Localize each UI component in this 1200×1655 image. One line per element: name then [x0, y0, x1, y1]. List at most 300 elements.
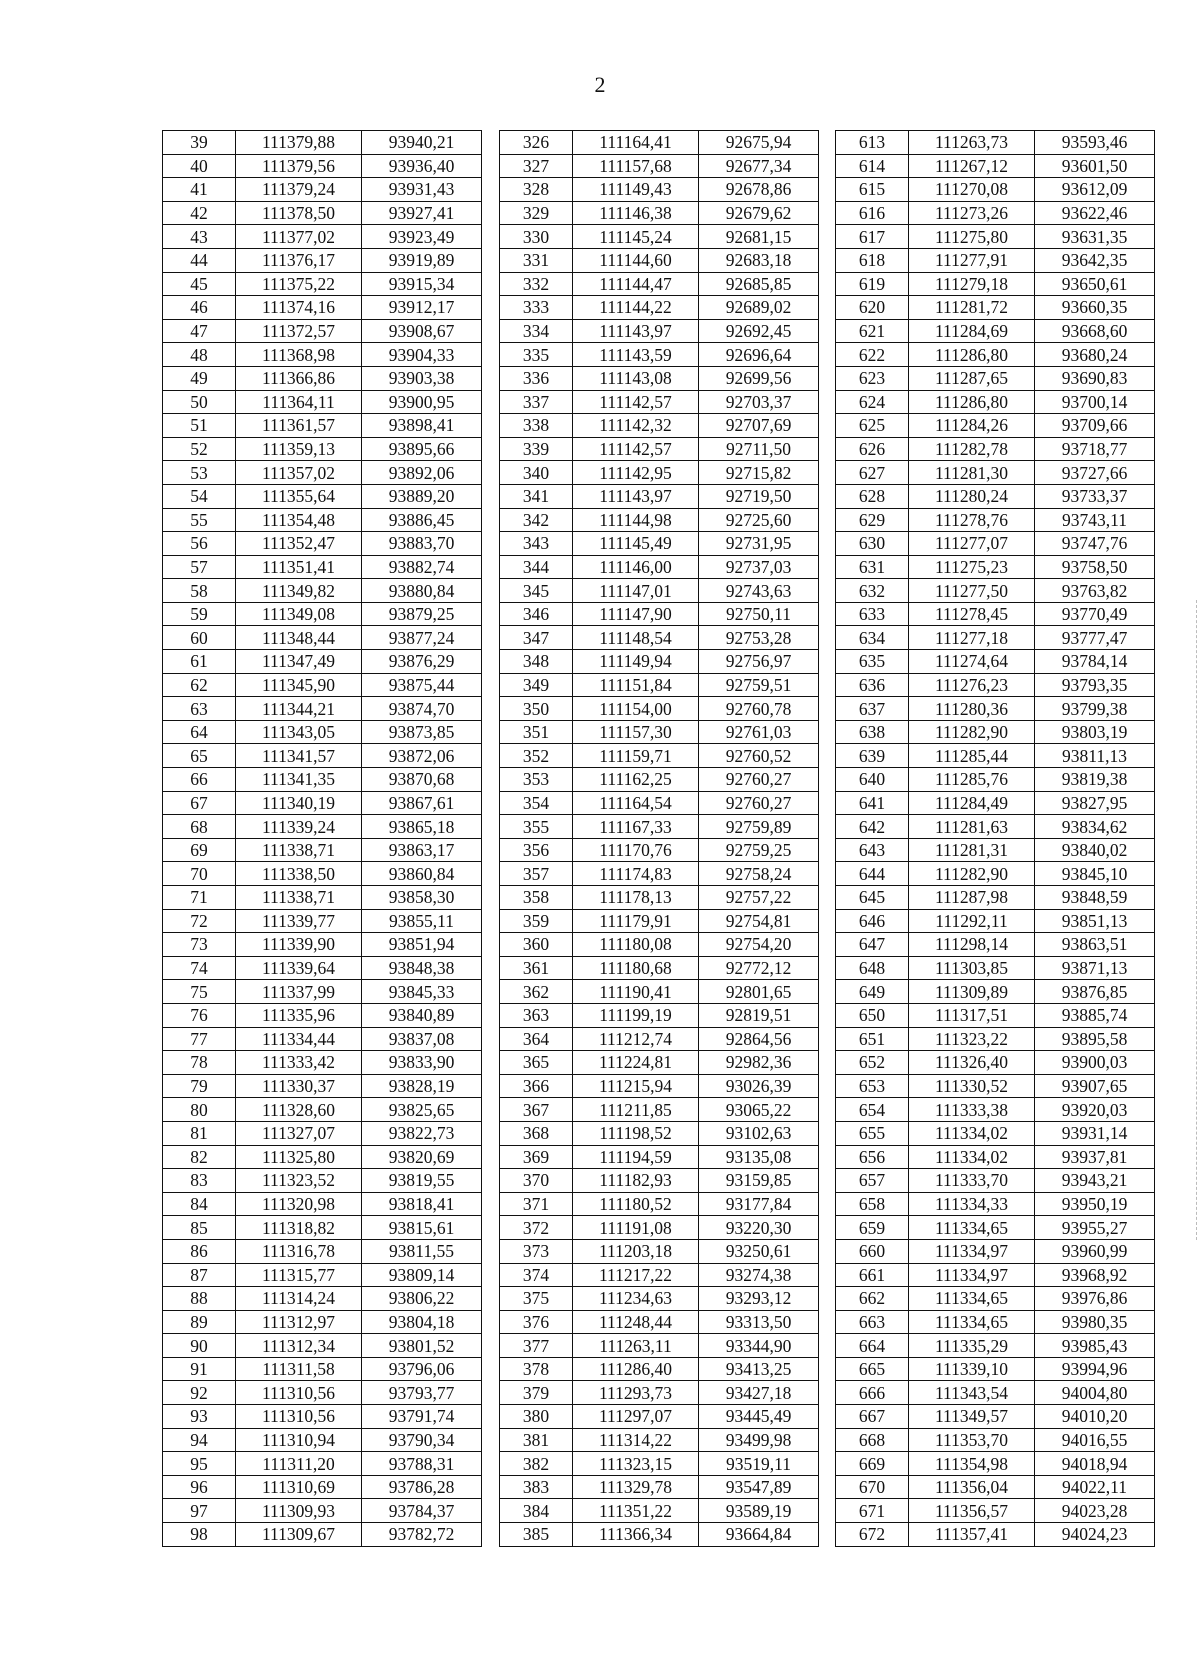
table-row: [163, 178, 482, 202]
table-row: [163, 650, 482, 674]
point-number: 621: [836, 319, 909, 343]
coordinate-y: 93931,14: [1035, 1121, 1155, 1145]
table-row: [163, 1239, 482, 1263]
table-row: [836, 555, 1155, 579]
coordinate-x: 111277,50: [909, 579, 1035, 603]
coordinate-x: 111334,65: [909, 1310, 1035, 1334]
scan-edge-marks: [1196, 600, 1199, 1240]
coordinate-x: 111364,11: [236, 390, 362, 414]
table-row: [836, 414, 1155, 438]
coordinate-x: 111374,16: [236, 296, 362, 320]
coordinate-x: 111303,85: [909, 956, 1035, 980]
coordinate-y: 93865,18: [362, 815, 482, 839]
table-row: [163, 414, 482, 438]
coordinate-y: 93519,11: [699, 1452, 819, 1476]
point-number: 342: [500, 508, 573, 532]
coordinate-y: 93886,45: [362, 508, 482, 532]
table-row: [163, 131, 482, 155]
coordinate-x: 111277,07: [909, 532, 1035, 556]
point-number: 89: [163, 1310, 236, 1334]
coordinate-x: 111366,86: [236, 366, 362, 390]
coordinate-y: 92864,56: [699, 1027, 819, 1051]
coordinate-x: 111281,31: [909, 838, 1035, 862]
coordinate-x: 111333,70: [909, 1169, 1035, 1193]
table-row: [836, 602, 1155, 626]
coordinate-x: 111278,76: [909, 508, 1035, 532]
coordinate-y: 93660,35: [1035, 296, 1155, 320]
coordinate-y: 93877,24: [362, 626, 482, 650]
point-number: 49: [163, 366, 236, 390]
coordinate-x: 111149,94: [573, 650, 699, 674]
coordinate-x: 111339,24: [236, 815, 362, 839]
point-number: 353: [500, 768, 573, 792]
coordinate-y: 93837,08: [362, 1027, 482, 1051]
table-row: [163, 886, 482, 910]
coordinate-x: 111276,23: [909, 673, 1035, 697]
coordinate-x: 111267,12: [909, 154, 1035, 178]
coordinate-y: 93985,43: [1035, 1334, 1155, 1358]
table-row: [163, 1027, 482, 1051]
coordinate-x: 111310,56: [236, 1381, 362, 1405]
coordinate-x: 111286,40: [573, 1357, 699, 1381]
point-number: 97: [163, 1499, 236, 1523]
table-row: [163, 508, 482, 532]
table-row: [500, 1357, 819, 1381]
table-row: [836, 1334, 1155, 1358]
table-row: [836, 343, 1155, 367]
coordinate-x: 111280,36: [909, 697, 1035, 721]
coordinate-y: 93855,11: [362, 909, 482, 933]
table-row: [500, 508, 819, 532]
point-number: 363: [500, 1003, 573, 1027]
coordinate-y: 93883,70: [362, 532, 482, 556]
coordinate-y: 93786,28: [362, 1475, 482, 1499]
coordinate-y: 93784,14: [1035, 650, 1155, 674]
point-number: 326: [500, 131, 573, 155]
coordinate-y: 93827,95: [1035, 791, 1155, 815]
point-number: 78: [163, 1051, 236, 1075]
coordinate-y: 93250,61: [699, 1239, 819, 1263]
table-row: [500, 933, 819, 957]
coordinate-x: 111345,90: [236, 673, 362, 697]
table-row: [500, 791, 819, 815]
coordinate-y: 93937,81: [1035, 1145, 1155, 1169]
table-row: [163, 437, 482, 461]
coordinate-y: 93873,85: [362, 720, 482, 744]
point-number: 620: [836, 296, 909, 320]
coordinate-y: 93879,25: [362, 602, 482, 626]
coordinate-x: 111248,44: [573, 1310, 699, 1334]
table-row: [500, 744, 819, 768]
table-row: [836, 579, 1155, 603]
table-row: [500, 720, 819, 744]
point-number: 631: [836, 555, 909, 579]
coordinate-y: 93912,17: [362, 296, 482, 320]
point-number: 643: [836, 838, 909, 862]
point-number: 61: [163, 650, 236, 674]
coordinate-y: 93858,30: [362, 886, 482, 910]
coordinate-x: 111280,24: [909, 484, 1035, 508]
coordinate-y: 92731,95: [699, 532, 819, 556]
table-row: [163, 1003, 482, 1027]
table-row: [163, 1428, 482, 1452]
coordinate-y: 93908,67: [362, 319, 482, 343]
table-row: [500, 319, 819, 343]
table-row: [500, 1452, 819, 1476]
table-row: [836, 1003, 1155, 1027]
table-row: [500, 154, 819, 178]
coordinate-y: 93274,38: [699, 1263, 819, 1287]
point-number: 82: [163, 1145, 236, 1169]
point-number: 41: [163, 178, 236, 202]
coordinate-y: 93848,59: [1035, 886, 1155, 910]
coordinate-y: 92757,22: [699, 886, 819, 910]
point-number: 54: [163, 484, 236, 508]
table-row: [500, 650, 819, 674]
table-row: [500, 390, 819, 414]
coordinate-y: 93811,55: [362, 1239, 482, 1263]
coordinate-x: 111282,90: [909, 862, 1035, 886]
coordinate-x: 111372,57: [236, 319, 362, 343]
coordinate-x: 111341,35: [236, 768, 362, 792]
table-row: [500, 461, 819, 485]
point-number: 375: [500, 1287, 573, 1311]
coordinate-x: 111334,65: [909, 1287, 1035, 1311]
coordinate-y: 93763,82: [1035, 579, 1155, 603]
point-number: 626: [836, 437, 909, 461]
coordinate-x: 111144,98: [573, 508, 699, 532]
coordinate-y: 92760,52: [699, 744, 819, 768]
point-number: 335: [500, 343, 573, 367]
table-row: [836, 1381, 1155, 1405]
coordinate-x: 111359,13: [236, 437, 362, 461]
point-number: 349: [500, 673, 573, 697]
coordinate-x: 111164,41: [573, 131, 699, 155]
coordinate-y: 93875,44: [362, 673, 482, 697]
coordinate-y: 93871,13: [1035, 956, 1155, 980]
coordinate-y: 93900,03: [1035, 1051, 1155, 1075]
coordinate-x: 111349,82: [236, 579, 362, 603]
table-row: [836, 815, 1155, 839]
point-number: 641: [836, 791, 909, 815]
point-number: 40: [163, 154, 236, 178]
coordinate-x: 111366,34: [573, 1523, 699, 1547]
point-number: 665: [836, 1357, 909, 1381]
coordinate-x: 111211,85: [573, 1098, 699, 1122]
coordinate-x: 111354,48: [236, 508, 362, 532]
table-row: [836, 484, 1155, 508]
coordinate-y: 93784,37: [362, 1499, 482, 1523]
table-row: [836, 296, 1155, 320]
point-number: 72: [163, 909, 236, 933]
coordinate-y: 93790,34: [362, 1428, 482, 1452]
coordinate-y: 93874,70: [362, 697, 482, 721]
coordinate-y: 93589,19: [699, 1499, 819, 1523]
table-row: [163, 366, 482, 390]
coordinate-y: 93782,72: [362, 1523, 482, 1547]
coordinate-x: 111293,73: [573, 1381, 699, 1405]
point-number: 653: [836, 1074, 909, 1098]
coordinate-y: 93344,90: [699, 1334, 819, 1358]
coordinate-y: 92711,50: [699, 437, 819, 461]
table-row: [836, 909, 1155, 933]
point-number: 366: [500, 1074, 573, 1098]
coordinate-y: 93950,19: [1035, 1192, 1155, 1216]
coordinate-x: 111339,64: [236, 956, 362, 980]
coordinate-x: 111343,05: [236, 720, 362, 744]
table-row: [836, 366, 1155, 390]
point-number: 52: [163, 437, 236, 461]
table-row: [163, 1074, 482, 1098]
coordinate-y: 93733,37: [1035, 484, 1155, 508]
table-row: [163, 579, 482, 603]
coordinate-y: 93907,65: [1035, 1074, 1155, 1098]
coordinate-x: 111330,37: [236, 1074, 362, 1098]
table-row: [836, 650, 1155, 674]
coordinate-y: 92759,51: [699, 673, 819, 697]
coordinate-x: 111309,89: [909, 980, 1035, 1004]
table-row: [500, 1169, 819, 1193]
point-number: 365: [500, 1051, 573, 1075]
table-row: [836, 437, 1155, 461]
coordinate-x: 111143,08: [573, 366, 699, 390]
table-row: [836, 1287, 1155, 1311]
point-number: 350: [500, 697, 573, 721]
table-row: [836, 720, 1155, 744]
coordinate-x: 111292,11: [909, 909, 1035, 933]
table-row: [500, 1381, 819, 1405]
coordinate-y: 92756,97: [699, 650, 819, 674]
point-number: 344: [500, 555, 573, 579]
coordinate-x: 111334,97: [909, 1263, 1035, 1287]
coordinate-y: 93700,14: [1035, 390, 1155, 414]
table-row: [163, 768, 482, 792]
point-number: 383: [500, 1475, 573, 1499]
table-row: [163, 390, 482, 414]
coordinate-x: 111179,91: [573, 909, 699, 933]
coordinate-y: 93770,49: [1035, 602, 1155, 626]
table-row: [500, 178, 819, 202]
coordinate-x: 111349,57: [909, 1405, 1035, 1429]
table-row: [836, 673, 1155, 697]
coordinate-x: 111263,11: [573, 1334, 699, 1358]
point-number: 637: [836, 697, 909, 721]
coordinate-y: 92719,50: [699, 484, 819, 508]
table-row: [163, 1475, 482, 1499]
coordinate-y: 92675,94: [699, 131, 819, 155]
table-row: [500, 437, 819, 461]
table-row: [500, 555, 819, 579]
coordinate-y: 93960,99: [1035, 1239, 1155, 1263]
table-row: [836, 1405, 1155, 1429]
coordinate-y: 93445,49: [699, 1405, 819, 1429]
coordinate-y: 93840,89: [362, 1003, 482, 1027]
table-row: [163, 1499, 482, 1523]
coordinate-x: 111354,98: [909, 1452, 1035, 1476]
table-row: [500, 1239, 819, 1263]
point-number: 648: [836, 956, 909, 980]
point-number: 374: [500, 1263, 573, 1287]
table-row: [163, 1452, 482, 1476]
coordinate-y: 94010,20: [1035, 1405, 1155, 1429]
point-number: 384: [500, 1499, 573, 1523]
table-row: [836, 1239, 1155, 1263]
coordinate-x: 111277,18: [909, 626, 1035, 650]
coordinate-y: 93793,35: [1035, 673, 1155, 697]
coordinate-x: 111316,78: [236, 1239, 362, 1263]
coordinate-x: 111234,63: [573, 1287, 699, 1311]
point-number: 640: [836, 768, 909, 792]
point-number: 614: [836, 154, 909, 178]
coordinate-x: 111323,52: [236, 1169, 362, 1193]
coordinate-x: 111335,29: [909, 1334, 1035, 1358]
table-row: [163, 1192, 482, 1216]
point-number: 48: [163, 343, 236, 367]
coordinate-x: 111357,02: [236, 461, 362, 485]
table-row: [163, 862, 482, 886]
point-number: 81: [163, 1121, 236, 1145]
coordinate-y: 93863,51: [1035, 933, 1155, 957]
point-number: 668: [836, 1428, 909, 1452]
table-row: [500, 1003, 819, 1027]
point-number: 368: [500, 1121, 573, 1145]
coordinate-y: 93876,85: [1035, 980, 1155, 1004]
point-number: 359: [500, 909, 573, 933]
table-row: [163, 673, 482, 697]
point-number: 62: [163, 673, 236, 697]
coordinate-y: 92715,82: [699, 461, 819, 485]
coordinate-x: 111298,14: [909, 933, 1035, 957]
point-number: 652: [836, 1051, 909, 1075]
table-row: [836, 1216, 1155, 1240]
coordinate-x: 111147,90: [573, 602, 699, 626]
point-number: 332: [500, 272, 573, 296]
coordinate-y: 93777,47: [1035, 626, 1155, 650]
coordinate-y: 93936,40: [362, 154, 482, 178]
coordinate-x: 111334,97: [909, 1239, 1035, 1263]
table-row: [163, 697, 482, 721]
coordinate-table-2: [499, 130, 819, 1547]
table-row: [836, 225, 1155, 249]
table-row: [500, 1523, 819, 1547]
coordinate-y: 94016,55: [1035, 1428, 1155, 1452]
coordinate-y: 93220,30: [699, 1216, 819, 1240]
coordinate-y: 93413,25: [699, 1357, 819, 1381]
table-row: [500, 1475, 819, 1499]
coordinate-y: 92801,65: [699, 980, 819, 1004]
point-number: 655: [836, 1121, 909, 1145]
point-number: 647: [836, 933, 909, 957]
coordinate-x: 111180,08: [573, 933, 699, 957]
point-number: 91: [163, 1357, 236, 1381]
table-row: [500, 414, 819, 438]
coordinate-y: 92683,18: [699, 248, 819, 272]
coordinate-y: 92772,12: [699, 956, 819, 980]
coordinate-table-1: [162, 130, 482, 1547]
coordinate-y: 93159,85: [699, 1169, 819, 1193]
table-row: [500, 1263, 819, 1287]
table-row: [836, 1357, 1155, 1381]
coordinate-x: 111356,04: [909, 1475, 1035, 1499]
coordinate-x: 111334,02: [909, 1145, 1035, 1169]
point-number: 336: [500, 366, 573, 390]
coordinate-x: 111278,45: [909, 602, 1035, 626]
coordinate-x: 111263,73: [909, 131, 1035, 155]
coordinate-y: 93955,27: [1035, 1216, 1155, 1240]
coordinate-x: 111144,22: [573, 296, 699, 320]
point-number: 59: [163, 602, 236, 626]
coordinate-y: 93863,17: [362, 838, 482, 862]
table-row: [500, 1098, 819, 1122]
point-number: 96: [163, 1475, 236, 1499]
coordinate-x: 111347,49: [236, 650, 362, 674]
coordinate-y: 93920,03: [1035, 1098, 1155, 1122]
coordinate-y: 93593,46: [1035, 131, 1155, 155]
coordinate-x: 111312,97: [236, 1310, 362, 1334]
coordinate-x: 111164,54: [573, 791, 699, 815]
table-row: [836, 933, 1155, 957]
point-number: 657: [836, 1169, 909, 1193]
table-row: [163, 980, 482, 1004]
table-row: [163, 956, 482, 980]
coordinate-y: 93820,69: [362, 1145, 482, 1169]
point-number: 632: [836, 579, 909, 603]
coordinate-x: 111180,68: [573, 956, 699, 980]
point-number: 327: [500, 154, 573, 178]
point-number: 651: [836, 1027, 909, 1051]
table-row: [836, 791, 1155, 815]
coordinate-x: 111191,08: [573, 1216, 699, 1240]
coordinate-x: 111349,08: [236, 602, 362, 626]
coordinate-y: 93943,21: [1035, 1169, 1155, 1193]
coordinate-x: 111178,13: [573, 886, 699, 910]
coordinate-x: 111318,82: [236, 1216, 362, 1240]
coordinate-x: 111151,84: [573, 673, 699, 697]
coordinate-x: 111217,22: [573, 1263, 699, 1287]
table-row: [500, 1216, 819, 1240]
table-row: [836, 319, 1155, 343]
point-number: 39: [163, 131, 236, 155]
point-number: 649: [836, 980, 909, 1004]
table-row: [163, 248, 482, 272]
coordinate-y: 92760,27: [699, 768, 819, 792]
coordinate-y: 93065,22: [699, 1098, 819, 1122]
point-number: 358: [500, 886, 573, 910]
coordinate-x: 111167,33: [573, 815, 699, 839]
coordinate-y: 93811,13: [1035, 744, 1155, 768]
point-number: 348: [500, 650, 573, 674]
coordinate-x: 111142,57: [573, 437, 699, 461]
coordinate-x: 111343,54: [909, 1381, 1035, 1405]
coordinate-x: 111320,98: [236, 1192, 362, 1216]
coordinate-x: 111149,43: [573, 178, 699, 202]
table-row: [500, 296, 819, 320]
coordinate-x: 111281,72: [909, 296, 1035, 320]
coordinate-y: 92677,34: [699, 154, 819, 178]
table-row: [163, 1145, 482, 1169]
coordinate-y: 93801,52: [362, 1334, 482, 1358]
table-row: [836, 1192, 1155, 1216]
coordinate-x: 111146,38: [573, 201, 699, 225]
coordinate-y: 93833,90: [362, 1051, 482, 1075]
coordinate-x: 111334,44: [236, 1027, 362, 1051]
point-number: 69: [163, 838, 236, 862]
point-number: 672: [836, 1523, 909, 1547]
table-row: [500, 1499, 819, 1523]
coordinate-x: 111284,69: [909, 319, 1035, 343]
table-row: [500, 815, 819, 839]
coordinate-x: 111310,56: [236, 1405, 362, 1429]
